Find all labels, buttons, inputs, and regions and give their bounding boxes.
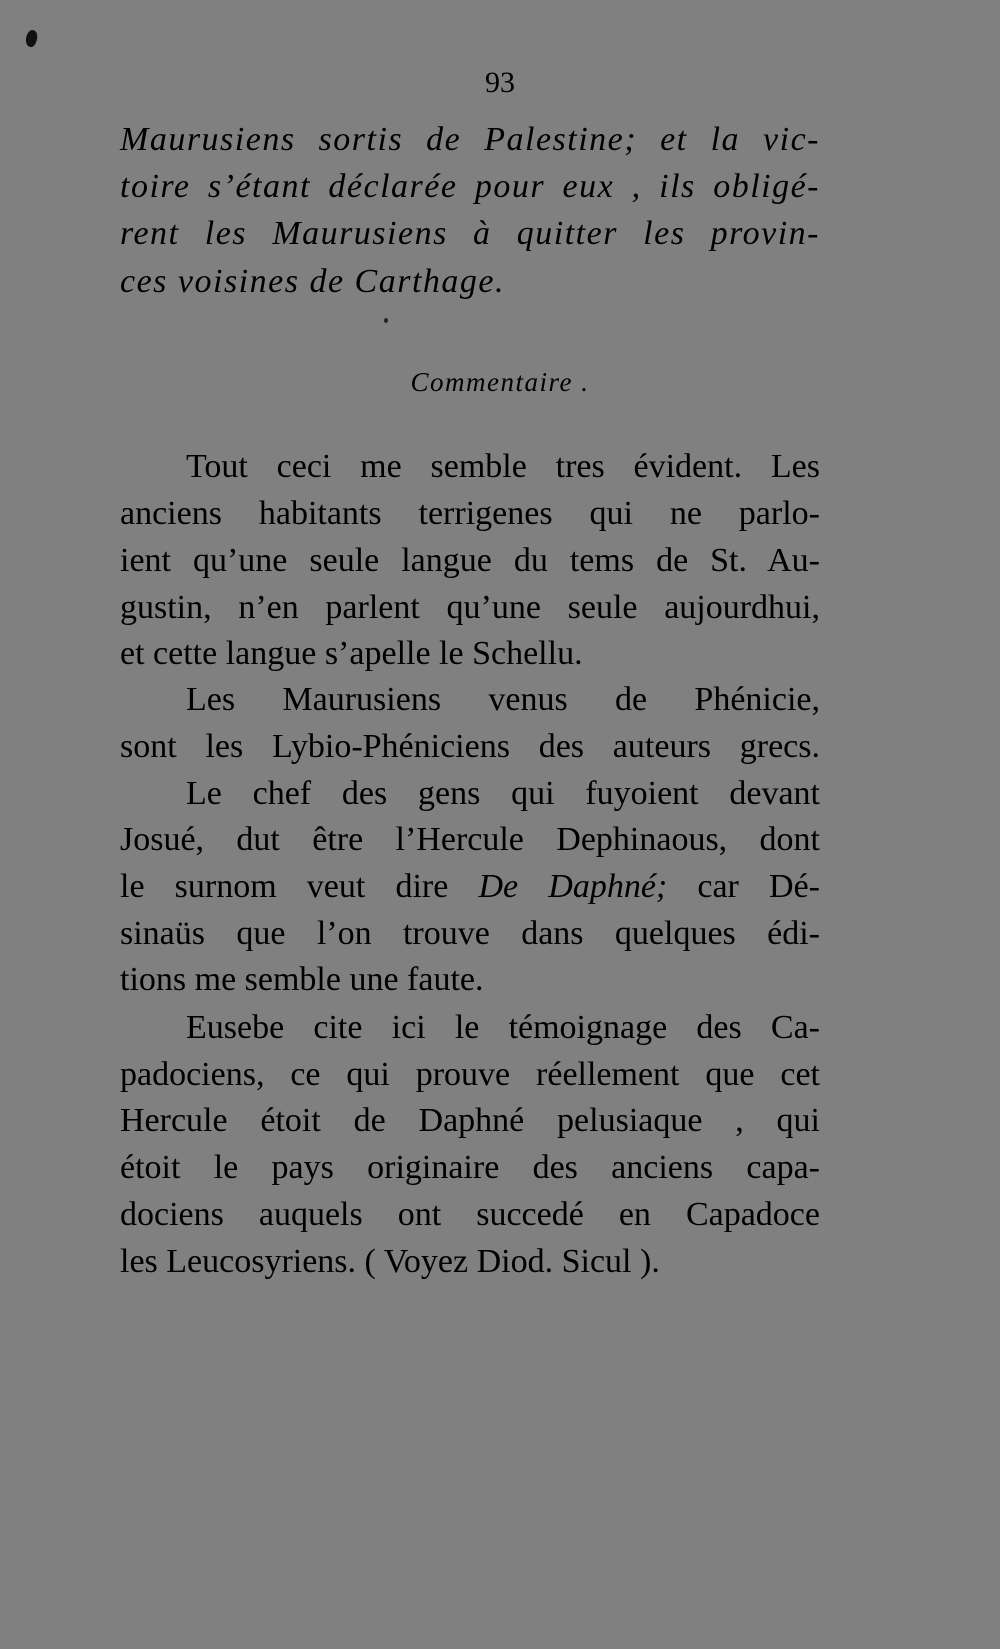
body-line-12: tions me semble une faute. — [120, 961, 484, 998]
body-line-2: anciens habitants terrigenes qui ne parlo- — [120, 495, 820, 532]
body-line-10 — [120, 867, 820, 907]
body-line-8: Le chef des gens qui fuyoient devant — [186, 775, 820, 812]
intro-line-1: Maurusiens sortis de Palestine; et la vic- — [120, 121, 820, 158]
body-line-14: padociens, ce qui prouve réellement que cet — [120, 1056, 820, 1093]
body-line-3: ient qu’une seule langue du tems de St. Au- — [120, 542, 820, 579]
intro-line-3: rent les Maurusiens à quitter les provin- — [120, 215, 820, 252]
body-line-11: sinaüs que l’on trouve dans quelques édi- — [120, 915, 820, 952]
italic-phrase: De Daphné; — [478, 868, 668, 905]
body-line-4: gustin, n’en parlent qu’une seule aujourdhui, — [120, 589, 820, 626]
body-line-7: sont les Lybio-Phéniciens des auteurs grecs. — [120, 728, 820, 765]
body-line-16: étoit le pays originaire des anciens capa- — [120, 1149, 820, 1186]
intro-line-4: ces voisines de Carthage. — [120, 263, 505, 300]
body-line-17: dociens auquels ont succedé en Capadoce — [120, 1196, 820, 1233]
body-line-5: et cette langue s’apelle le Schellu. — [120, 635, 583, 672]
body-line-13: Eusebe cite ici le témoignage des Ca- — [186, 1009, 820, 1046]
body-line-10-text: le surnom veut dire — [120, 868, 449, 905]
body-line-15: Hercule étoit de Daphné pelusiaque , qui — [120, 1102, 820, 1139]
body-line-18: les Leucosyriens. ( Voyez Diod. Sicul ). — [120, 1243, 660, 1280]
ink-speck — [384, 318, 388, 323]
body-line-10-tail: car Dé- — [697, 868, 820, 905]
page-number: 93 — [485, 66, 515, 99]
body-line-6: Les Maurusiens venus de Phénicie, — [186, 681, 820, 718]
intro-line-2: toire s’étant déclarée pour eux , ils obligé- — [120, 168, 820, 205]
body-line-1: Tout ceci me semble tres évident. Les — [186, 448, 820, 485]
section-heading: Commentaire . — [410, 367, 590, 397]
body-line-9: Josué, dut être l’Hercule Dephinaous, dont — [120, 821, 820, 858]
ink-blot — [24, 29, 40, 49]
